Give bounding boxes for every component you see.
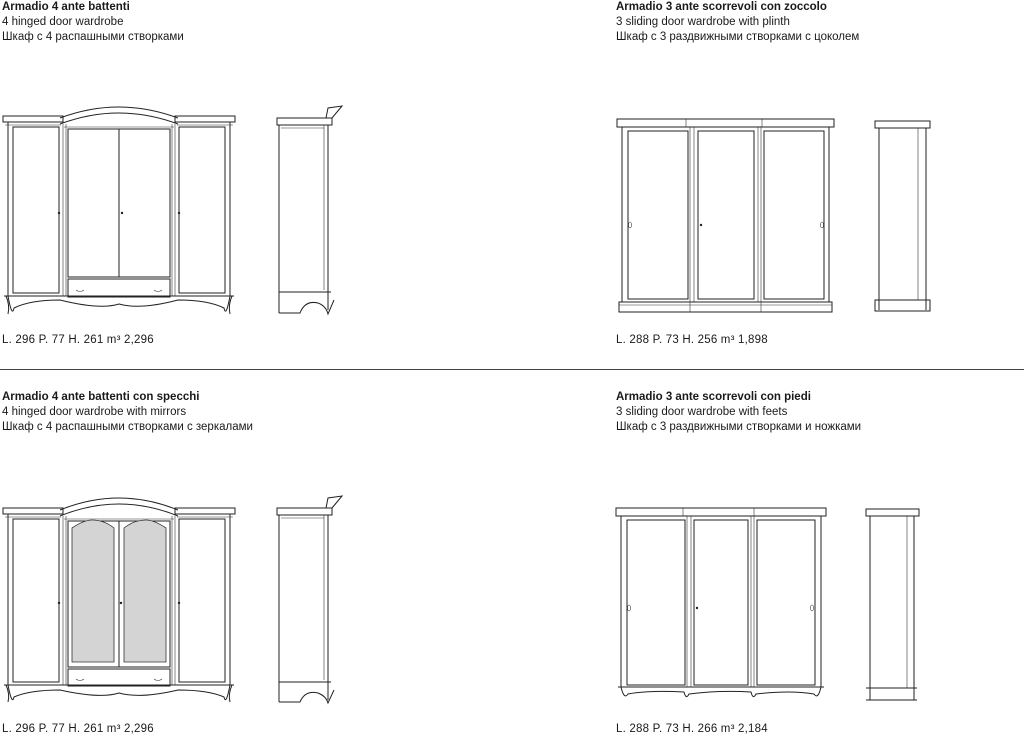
title-italian: Armadio 4 ante battenti con specchi	[2, 391, 200, 403]
dimensions-sliding-plinth: L. 288 P. 73 H. 256 m³ 1,898	[616, 334, 768, 346]
sliding-feet-wardrobe-front-drawing	[616, 508, 826, 697]
title-english: 3 sliding door wardrobe with plinth	[616, 16, 790, 28]
mirror-right	[124, 520, 166, 662]
title-russian: Шкаф с 4 распашными створками с зеркалами	[2, 421, 253, 433]
title-italian: Armadio 3 ante scorrevoli con piedi	[616, 391, 811, 403]
hinged-mirrors-wardrobe-side-drawing	[277, 496, 342, 703]
sliding-feet-wardrobe-side-drawing	[866, 509, 919, 700]
sliding-plinth-wardrobe-side-drawing	[875, 121, 930, 311]
dimensions-hinged-mirrors: L. 296 P. 77 H. 261 m³ 2,296	[2, 723, 154, 735]
dimensions-hinged: L. 296 P. 77 H. 261 m³ 2,296	[2, 334, 154, 346]
hinged-wardrobe-side-drawing	[277, 106, 342, 314]
title-russian: Шкаф с 4 распашными створками	[2, 31, 184, 43]
title-russian: Шкаф с 3 раздвижными створками и ножками	[616, 421, 862, 433]
title-italian: Armadio 3 ante scorrevoli con zoccolo	[616, 1, 827, 13]
mirror-left	[72, 520, 114, 662]
title-english: 3 sliding door wardrobe with feets	[616, 406, 788, 418]
dimensions-sliding-feet: L. 288 P. 73 H. 266 m³ 2,184	[616, 723, 768, 735]
title-italian: Armadio 4 ante battenti	[2, 1, 130, 13]
hinged-mirrors-wardrobe-front-drawing	[3, 498, 235, 702]
title-english: 4 hinged door wardrobe	[2, 16, 124, 28]
sliding-plinth-wardrobe-front-drawing	[617, 119, 834, 312]
title-russian: Шкаф с 3 раздвижными створками с цоколем	[616, 31, 860, 43]
hinged-wardrobe-front-drawing	[3, 107, 235, 314]
title-english: 4 hinged door wardrobe with mirrors	[2, 406, 187, 418]
